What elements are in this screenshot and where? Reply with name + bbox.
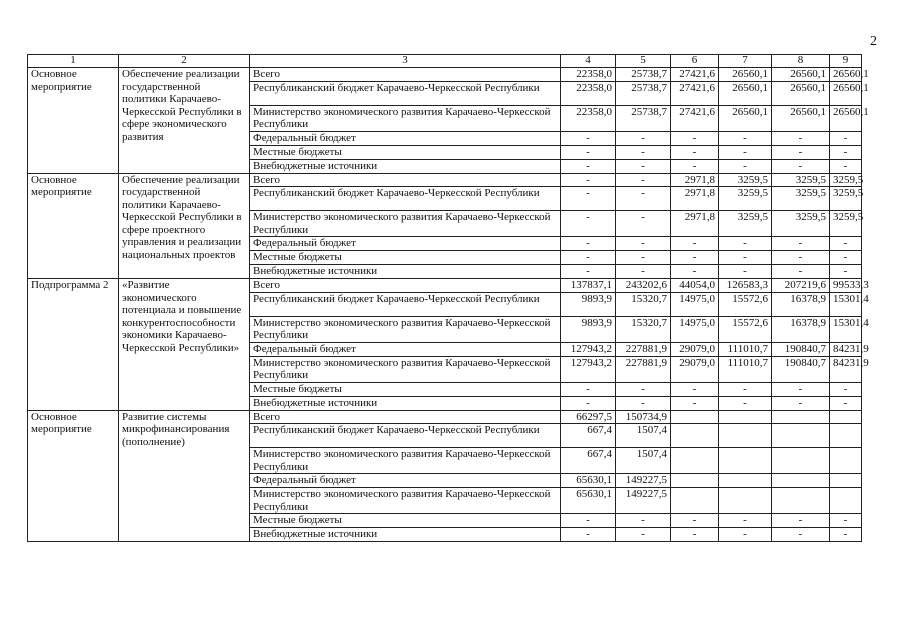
value-cell-col-9: - (830, 159, 862, 173)
block-type: Подпрограмма 2 (28, 279, 119, 411)
header-col-2: 2 (119, 55, 250, 68)
value-cell-col-5: 227881,9 (616, 342, 671, 356)
value-cell-col-7: - (719, 265, 772, 279)
funding-source: Всего (250, 173, 561, 187)
value-cell-col-6: 44054,0 (671, 279, 719, 293)
funding-source: Республиканский бюджет Карачаево-Черкесской Республики (250, 424, 561, 448)
funding-source: Всего (250, 68, 561, 82)
value-cell-col-6: 27421,6 (671, 68, 719, 82)
value-cell-col-9: - (830, 382, 862, 396)
value-cell-col-7: 26560,1 (719, 68, 772, 82)
header-col-3: 3 (250, 55, 561, 68)
value-cell-col-9: - (830, 145, 862, 159)
funding-source: Федеральный бюджет (250, 474, 561, 488)
header-col-1: 1 (28, 55, 119, 68)
value-cell-col-5: - (616, 514, 671, 528)
funding-source: Республиканский бюджет Карачаево-Черкесской Республики (250, 81, 561, 105)
funding-source: Министерство экономического развития Карачаево-Черкесской Республики (250, 488, 561, 514)
value-cell-col-7: 111010,7 (719, 342, 772, 356)
value-cell-col-5: - (616, 528, 671, 542)
funding-source: Внебюджетные источники (250, 159, 561, 173)
value-cell-col-7: - (719, 251, 772, 265)
value-cell-col-7: 26560,1 (719, 105, 772, 131)
block-name: Обеспечение реализации государственной политики Карачаево-Черкесской Республики в сфере экономического развития (119, 68, 250, 174)
value-cell-col-4: 65630,1 (561, 488, 616, 514)
value-cell-col-4: 65630,1 (561, 474, 616, 488)
budget-table (27, 54, 869, 542)
value-cell-col-7: - (719, 396, 772, 410)
value-cell-col-4: 667,4 (561, 424, 616, 448)
value-cell-col-6: - (671, 396, 719, 410)
value-cell-col-9: - (830, 237, 862, 251)
value-cell-col-5: - (616, 159, 671, 173)
value-cell-col-8: 190840,7 (772, 356, 830, 382)
value-cell-col-5: - (616, 187, 671, 211)
value-cell-col-5: - (616, 211, 671, 237)
value-cell-col-9: 15301,4 (830, 292, 862, 316)
value-cell-col-5: - (616, 131, 671, 145)
value-cell-col-4: 22358,0 (561, 68, 616, 82)
value-cell-col-6 (671, 424, 719, 448)
value-cell-col-7: 3259,5 (719, 173, 772, 187)
value-cell-col-5: 149227,5 (616, 474, 671, 488)
value-cell-col-6 (671, 474, 719, 488)
value-cell-col-4: - (561, 131, 616, 145)
value-cell-col-7: 15572,6 (719, 316, 772, 342)
value-cell-col-6: 29079,0 (671, 356, 719, 382)
value-cell-col-8: 207219,6 (772, 279, 830, 293)
value-cell-col-5: 15320,7 (616, 316, 671, 342)
value-cell-col-5: 25738,7 (616, 68, 671, 82)
value-cell-col-8 (772, 424, 830, 448)
block-name: «Развитие экономического потенциала и повышение конкурентоспособности экономики Карачаево- Черкесской Республики» (119, 279, 250, 411)
value-cell-col-6: - (671, 528, 719, 542)
value-cell-col-7: - (719, 237, 772, 251)
value-cell-col-9: 26560,1 (830, 105, 862, 131)
value-cell-col-6: - (671, 382, 719, 396)
block-name: Развитие системы микрофинансирования (пополнение) (119, 410, 250, 542)
value-cell-col-4: - (561, 265, 616, 279)
value-cell-col-6: 14975,0 (671, 316, 719, 342)
value-cell-col-4: - (561, 528, 616, 542)
value-cell-col-5: - (616, 173, 671, 187)
header-col-4: 4 (561, 55, 616, 68)
value-cell-col-9 (830, 424, 862, 448)
value-cell-col-8: - (772, 145, 830, 159)
value-cell-col-8: 26560,1 (772, 105, 830, 131)
value-cell-col-9: - (830, 131, 862, 145)
block-name: Обеспечение реализации государственной политики Карачаево-Черкесской Республики в сфере проектного управления и реализации национальных проектов (119, 173, 250, 279)
value-cell-col-6: 2971,8 (671, 173, 719, 187)
value-cell-col-6: 14975,0 (671, 292, 719, 316)
value-cell-col-5: 149227,5 (616, 488, 671, 514)
value-cell-col-9: 84231,9 (830, 342, 862, 356)
value-cell-col-4: 66297,5 (561, 410, 616, 424)
header-col-7: 7 (719, 55, 772, 68)
value-cell-col-7: 126583,3 (719, 279, 772, 293)
value-cell-col-5: 1507,4 (616, 424, 671, 448)
funding-source: Федеральный бюджет (250, 237, 561, 251)
value-cell-col-7 (719, 448, 772, 474)
value-cell-col-8: - (772, 528, 830, 542)
value-cell-col-9 (830, 410, 862, 424)
value-cell-col-5: 243202,6 (616, 279, 671, 293)
value-cell-col-4: - (561, 159, 616, 173)
value-cell-col-9: - (830, 396, 862, 410)
value-cell-col-8: 26560,1 (772, 81, 830, 105)
value-cell-col-7: - (719, 145, 772, 159)
value-cell-col-9: 99533,3 (830, 279, 862, 293)
block-type: Основное мероприятие (28, 410, 119, 542)
value-cell-col-5: - (616, 396, 671, 410)
table-row (28, 68, 862, 82)
value-cell-col-6 (671, 410, 719, 424)
funding-source: Министерство экономического развития Карачаево-Черкесской Республики (250, 448, 561, 474)
funding-source: Министерство экономического развития Карачаево-Черкесской Республики (250, 316, 561, 342)
value-cell-col-5: - (616, 382, 671, 396)
value-cell-col-4: - (561, 251, 616, 265)
funding-source: Внебюджетные источники (250, 265, 561, 279)
value-cell-col-8 (772, 448, 830, 474)
value-cell-col-6: - (671, 131, 719, 145)
value-cell-col-9: - (830, 265, 862, 279)
funding-source: Министерство экономического развития Карачаево-Черкесской Республики (250, 105, 561, 131)
value-cell-col-7 (719, 410, 772, 424)
funding-source: Внебюджетные источники (250, 396, 561, 410)
value-cell-col-5: 25738,7 (616, 81, 671, 105)
value-cell-col-9: 3259,5 (830, 211, 862, 237)
value-cell-col-5: - (616, 145, 671, 159)
value-cell-col-6 (671, 448, 719, 474)
funding-source: Министерство экономического развития Карачаево-Черкесской Республики (250, 211, 561, 237)
funding-source: Республиканский бюджет Карачаево-Черкесской Республики (250, 187, 561, 211)
value-cell-col-7: - (719, 382, 772, 396)
funding-source: Местные бюджеты (250, 145, 561, 159)
value-cell-col-8: - (772, 237, 830, 251)
value-cell-col-8: 190840,7 (772, 342, 830, 356)
value-cell-col-4: 9893,9 (561, 316, 616, 342)
funding-source: Всего (250, 410, 561, 424)
value-cell-col-4: 22358,0 (561, 81, 616, 105)
value-cell-col-6: - (671, 514, 719, 528)
table-row (28, 410, 862, 424)
value-cell-col-8: - (772, 396, 830, 410)
value-cell-col-7 (719, 474, 772, 488)
value-cell-col-6: - (671, 251, 719, 265)
value-cell-col-9 (830, 474, 862, 488)
value-cell-col-6: 2971,8 (671, 211, 719, 237)
value-cell-col-7: - (719, 131, 772, 145)
funding-source: Федеральный бюджет (250, 131, 561, 145)
funding-source: Местные бюджеты (250, 514, 561, 528)
value-cell-col-9: - (830, 251, 862, 265)
value-cell-col-7: - (719, 528, 772, 542)
value-cell-col-4: 137837,1 (561, 279, 616, 293)
value-cell-col-9: 26560,1 (830, 68, 862, 82)
value-cell-col-9: 84231,9 (830, 356, 862, 382)
value-cell-col-8: 3259,5 (772, 211, 830, 237)
value-cell-col-5: 15320,7 (616, 292, 671, 316)
value-cell-col-8: - (772, 251, 830, 265)
value-cell-col-4: 667,4 (561, 448, 616, 474)
value-cell-col-8: 16378,9 (772, 292, 830, 316)
value-cell-col-6: - (671, 159, 719, 173)
value-cell-col-8: 3259,5 (772, 173, 830, 187)
value-cell-col-4: 127943,2 (561, 356, 616, 382)
value-cell-col-8: 16378,9 (772, 316, 830, 342)
value-cell-col-7 (719, 424, 772, 448)
header-col-8: 8 (772, 55, 830, 68)
value-cell-col-7: - (719, 159, 772, 173)
header-row (28, 55, 862, 68)
funding-source: Местные бюджеты (250, 382, 561, 396)
value-cell-col-7: 3259,5 (719, 187, 772, 211)
funding-source: Министерство экономического развития Карачаево-Черкесской Республики (250, 356, 561, 382)
value-cell-col-9: - (830, 514, 862, 528)
value-cell-col-4: 127943,2 (561, 342, 616, 356)
funding-source: Всего (250, 279, 561, 293)
value-cell-col-7: 15572,6 (719, 292, 772, 316)
value-cell-col-6: 2971,8 (671, 187, 719, 211)
value-cell-col-4: - (561, 514, 616, 528)
header-col-5: 5 (616, 55, 671, 68)
value-cell-col-9: 3259,5 (830, 173, 862, 187)
value-cell-col-7: 111010,7 (719, 356, 772, 382)
value-cell-col-7: 3259,5 (719, 211, 772, 237)
header-col-6: 6 (671, 55, 719, 68)
value-cell-col-5: - (616, 265, 671, 279)
value-cell-col-9: 26560,1 (830, 81, 862, 105)
value-cell-col-4: 22358,0 (561, 105, 616, 131)
value-cell-col-6: - (671, 265, 719, 279)
value-cell-col-9 (830, 488, 862, 514)
value-cell-col-9 (830, 448, 862, 474)
value-cell-col-5: - (616, 237, 671, 251)
value-cell-col-8: 3259,5 (772, 187, 830, 211)
value-cell-col-5: 227881,9 (616, 356, 671, 382)
value-cell-col-6: 27421,6 (671, 105, 719, 131)
value-cell-col-4: - (561, 187, 616, 211)
value-cell-col-8: - (772, 382, 830, 396)
funding-source: Внебюджетные источники (250, 528, 561, 542)
value-cell-col-8 (772, 410, 830, 424)
table-row (28, 173, 862, 187)
value-cell-col-6: - (671, 145, 719, 159)
value-cell-col-4: - (561, 237, 616, 251)
value-cell-col-4: - (561, 211, 616, 237)
table-row (28, 279, 862, 293)
value-cell-col-9: 15301,4 (830, 316, 862, 342)
value-cell-col-8: - (772, 514, 830, 528)
funding-source: Федеральный бюджет (250, 342, 561, 356)
value-cell-col-4: - (561, 382, 616, 396)
value-cell-col-6: - (671, 237, 719, 251)
value-cell-col-6 (671, 488, 719, 514)
header-col-9: 9 (830, 55, 862, 68)
value-cell-col-8: - (772, 131, 830, 145)
table-body (28, 68, 869, 542)
value-cell-col-9: 3259,5 (830, 187, 862, 211)
value-cell-col-8: - (772, 265, 830, 279)
value-cell-col-7 (719, 488, 772, 514)
value-cell-col-8 (772, 488, 830, 514)
value-cell-col-5: 25738,7 (616, 105, 671, 131)
value-cell-col-5: 1507,4 (616, 448, 671, 474)
value-cell-col-5: 150734,9 (616, 410, 671, 424)
value-cell-col-4: - (561, 145, 616, 159)
value-cell-col-7: - (719, 514, 772, 528)
page-number: 2 (870, 34, 877, 49)
value-cell-col-4: 9893,9 (561, 292, 616, 316)
value-cell-col-4: - (561, 396, 616, 410)
value-cell-col-6: 27421,6 (671, 81, 719, 105)
value-cell-col-7: 26560,1 (719, 81, 772, 105)
value-cell-col-8 (772, 474, 830, 488)
value-cell-col-8: - (772, 159, 830, 173)
value-cell-col-6: 29079,0 (671, 342, 719, 356)
funding-source: Республиканский бюджет Карачаево-Черкесской Республики (250, 292, 561, 316)
value-cell-col-9: - (830, 528, 862, 542)
value-cell-col-8: 26560,1 (772, 68, 830, 82)
block-type: Основное мероприятие (28, 173, 119, 279)
value-cell-col-4: - (561, 173, 616, 187)
block-type: Основное мероприятие (28, 68, 119, 174)
funding-source: Местные бюджеты (250, 251, 561, 265)
value-cell-col-5: - (616, 251, 671, 265)
